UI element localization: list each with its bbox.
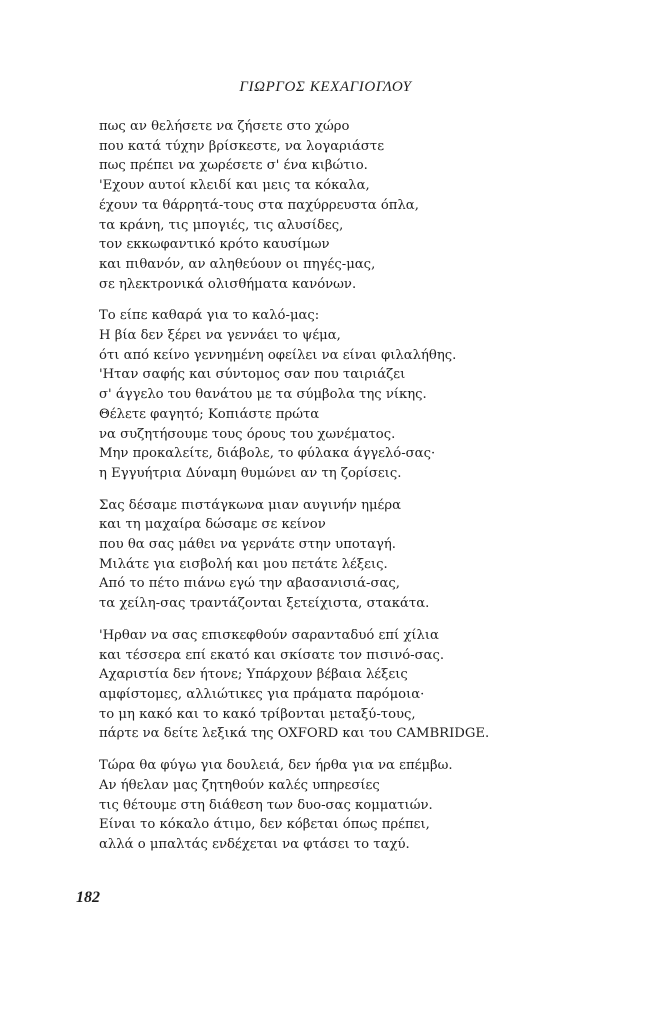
poem-line: Μην προκαλείτε, διάβολε, το φύλακα άγγελό-σας· [99, 446, 436, 462]
poem-line: Τώρα θα φύγω για δουλειά, δεν ήρθα για να επέμβω. [99, 758, 453, 774]
poem-line: Η βία δεν ξέρει να γεννάει το ψέμα, [99, 328, 341, 344]
poem-line: σ' άγγελο του θανάτου με τα σύμβολα της νίκης. [99, 387, 427, 403]
poem-line: πάρτε να δείτε λεξικά της OXFORD και του CAMBRIDGE. [99, 726, 490, 742]
poem-line: αλλά ο μπαλτάς ενδέχεται να φτάσει το ταχύ. [99, 836, 410, 852]
poem-line: τις θέτουμε στη διάθεση των δυο-σας κομματιών. [99, 797, 433, 813]
poem-line: 'Εχουν αυτοί κλειδί και μεις τα κόκαλα, [99, 178, 370, 194]
poem-line: Είναι το κόκαλο άτιμο, δεν κόβεται όπως πρέπει, [99, 817, 430, 833]
poem-line: έχουν τα θάρρητά-τους στα παχύρρευστα όπλα, [99, 197, 419, 213]
poem-line: Αν ήθελαν μας ζητηθούν καλές υπηρεσίες [99, 777, 380, 793]
stanza-4 [99, 626, 619, 744]
poem-line: Αχαριστία δεν ήτονε; Υπάρχουν βέβαια λέξεις [99, 667, 408, 683]
poem-line: Από το πέτο πιάνω εγώ την αβασανισιά-σας, [99, 576, 400, 592]
poem-line: 'Ηρθαν να σας επισκεφθούν σαρανταδυό επί χίλια [99, 627, 439, 643]
poem-line: να συζητήσουμε τους όρους του χωνέματος. [99, 426, 396, 442]
poem-line: 'Ηταν σαφής και σύντομος σαν που ταιριάζει [99, 367, 406, 383]
poem-line: και τη μαχαίρα δώσαμε σε κείνον [99, 517, 326, 533]
poem-line: και τέσσερα επί εκατό και σκίσατε τον πισινό-σας. [99, 647, 445, 663]
page-number: 182 [76, 889, 100, 906]
poem-line: και πιθανόν, αν αληθεύουν οι πηγές-μας, [99, 256, 376, 272]
poem-line: Μιλάτε για εισβολή και μου πετάτε λέξεις. [99, 556, 388, 572]
stanza-5 [99, 756, 619, 855]
poem-line: ότι από κείνο γεννημένη οφείλει να είναι φιλαλήθης. [99, 347, 457, 363]
poem-line: αμφίστομες, αλλιώτικες για πράματα παρόμοια· [99, 686, 425, 702]
stanza-1 [99, 117, 619, 294]
stanza-2 [99, 306, 619, 483]
poem-line: πως πρέπει να χωρέσετε σ' ένα κιβώτιο. [99, 158, 368, 174]
poem-line: Σας δέσαμε πιστάγκωνα μιαν αυγινήν ημέρα [99, 497, 402, 513]
poem-line: Το είπε καθαρά για το καλό-μας: [99, 308, 320, 324]
poem-body [99, 117, 619, 867]
poem-line: που θα σας μάθει να γερνάτε στην υποταγή. [99, 537, 396, 553]
stanza-3 [99, 496, 619, 614]
poem-line: η Εγγυήτρια Δύναμη θυμώνει αν τη ζορίσεις. [99, 465, 402, 481]
poem-line: τα κράνη, τις μπογιές, τις αλυσίδες, [99, 217, 344, 233]
poem-line: το μη κακό και το κακό τρίβονται μεταξύ-τους, [99, 706, 416, 722]
poem-line: τον εκκωφαντικό κρότο καυσίμων [99, 237, 330, 253]
poem-line: που κατά τύχην βρίσκεστε, να λογαριάστε [99, 138, 385, 154]
poem-line: τα χείλη-σας τραντάζονται ξετείχιστα, στακάτα. [99, 596, 430, 612]
running-head: ΓΙΩΡΓΟΣ ΚΕΧΑΓΙΟΓΛΟΥ [239, 79, 412, 95]
poem-line: σε ηλεκτρονικά ολισθήματα κανόνων. [99, 276, 357, 292]
poem-line: πως αν θελήσετε να ζήσετε στο χώρο [99, 119, 350, 134]
poem-line: Θέλετε φαγητό; Κοπιάστε πρώτα [99, 406, 320, 422]
